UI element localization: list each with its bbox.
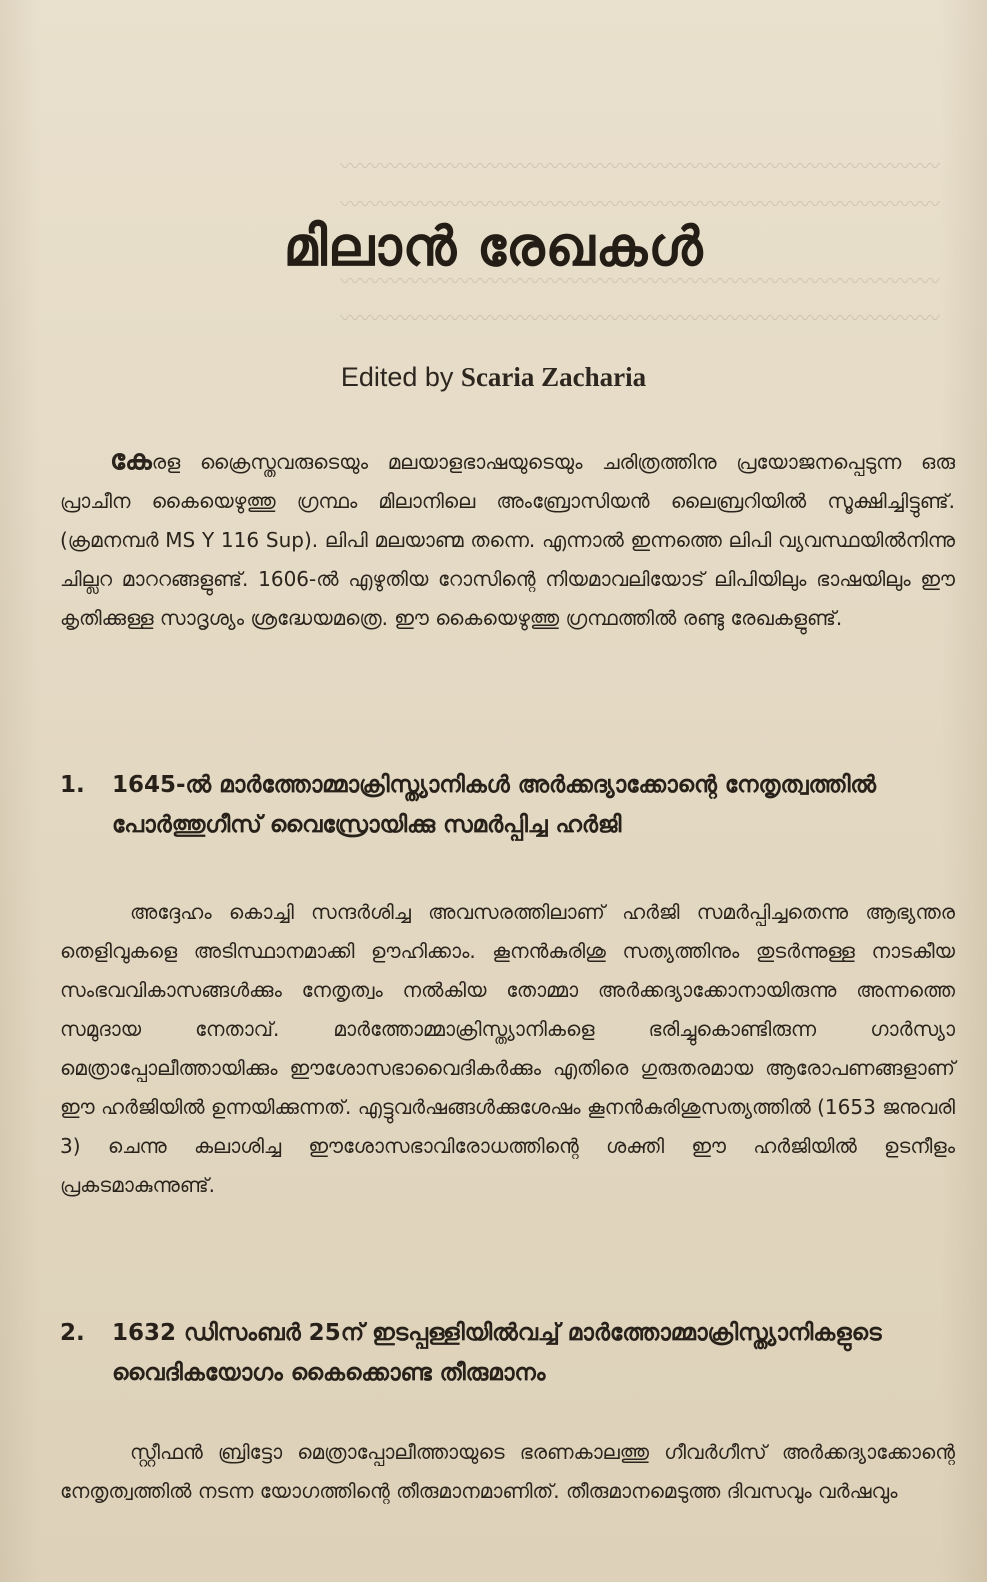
page-title: മിലാൻ രേഖകൾ: [283, 215, 704, 278]
section-paragraph-2: സ്റ്റീഫൻ ബ്രിട്ടോ മെത്രാപ്പോലീത്തായുടെ ഭരണകാലത്തു ഗീവർഗീസ് അർക്കദ്യാക്കോന്റെ നേതൃത്വത്തിൽ നടന്ന യോഗത്തിന്റെ തീരുമാനമാണിത്. തീരുമാനമെടുത്ത ദിവസവും വർഷവും: [60, 1440, 955, 1503]
section-heading-1: [60, 765, 955, 845]
show-through-texture: 〰〰〰〰〰〰〰〰〰〰〰〰〰〰〰〰〰〰〰〰〰〰〰〰〰〰〰〰〰〰: [340, 192, 940, 216]
editor-name: Scaria Zacharia: [460, 362, 647, 392]
section-heading-2: [60, 1313, 955, 1393]
drop-cap: കേ: [110, 443, 152, 476]
section-number-1: 1.: [60, 772, 85, 798]
section-heading-text-1: 1645-ൽ മാർത്തോമ്മാക്രിസ്ത്യാനികൾ അർക്കദ്യാക്കോന്റെ നേതൃത്വത്തിൽ പോർത്തുഗീസ് വൈസ്രോയിക്കു സമർപ്പിച്ച ഹർജി: [112, 772, 877, 838]
show-through-texture: 〰〰〰〰〰〰〰〰〰〰〰〰〰〰〰〰〰〰〰〰〰〰〰〰〰〰〰〰〰〰: [340, 306, 940, 330]
show-through-texture: 〰〰〰〰〰〰〰〰〰〰〰〰〰〰〰〰〰〰〰〰〰〰〰〰〰〰〰〰〰〰: [340, 154, 940, 178]
intro-paragraph: [60, 440, 955, 638]
editor-credit: [0, 362, 987, 393]
editor-prefix: Edited by: [340, 362, 461, 392]
intro-text: രള ക്രൈസ്തവരുടെയും മലയാളഭാഷയുടെയും ചരിത്രത്തിനു പ്രയോജനപ്പെടുന്ന ഒരു പ്രാചീന കൈയെഴുത്തു ഗ്രന്ഥം മിലാനിലെ അംബ്രോസിയൻ ലൈബ്രറിയിൽ സൂക്ഷിച്ചിട്ടുണ്ട്. (ക്രമനമ്പർ MS Y 116 Sup). ലിപി മലയാണ്മ തന്നെ. എന്നാൽ ഇന്നത്തെ ലിപി വ്യവസ്ഥയിൽനിന്നു ചില്ലറ മാററങ്ങളുണ്ട്. 1606-ൽ എഴുതിയ റോസിന്റെ നിയമാവലിയോട് ലിപിയിലും ഭാഷയിലും ഈ കൃതിക്കുള്ള സാദൃശ്യം ശ്രദ്ധേയമത്രെ. ഈ കൈയെഴുത്തു ഗ്രന്ഥത്തിൽ രണ്ടു രേഖകളുണ്ട്.: [60, 450, 955, 630]
show-through-texture: 〰〰〰〰〰〰〰〰〰〰〰〰〰〰〰〰〰〰〰〰〰〰〰〰〰〰〰〰〰〰: [340, 269, 940, 293]
section-number-2: 2.: [60, 1320, 85, 1346]
section-paragraph-1: അദ്ദേഹം കൊച്ചി സന്ദർശിച്ച അവസരത്തിലാണ് ഹർജി സമർപ്പിച്ചതെന്നു ആഭ്യന്തര തെളിവുകളെ അടിസ്ഥാനമാക്കി ഊഹിക്കാം. കൂനൻകുരിശു സത്യത്തിനും തുടർന്നുള്ള നാടകീയ സംഭവവികാസങ്ങൾക്കും നേതൃത്വം നൽകിയ തോമ്മാ അർക്കദ്യാക്കോനായിരുന്നു അന്നത്തെ സമുദായ നേതാവ്. മാർത്തോമ്മാക്രിസ്ത്യാനികളെ ഭരിച്ചുകൊണ്ടിരുന്ന ഗാർസ്യാ മെത്രാപ്പോലീത്തായിക്കും ഈശോസഭാവൈദികർക്കും എതിരെ ഗുരുതരമായ ആരോപണങ്ങളാണ് ഈ ഹർജിയിൽ ഉന്നയിക്കുന്നത്. എട്ടുവർഷങ്ങൾക്കുശേഷം കൂനൻകുരിശുസത്യത്തിൽ (1653 ജനുവരി 3) ചെന്നു കലാശിച്ച ഈശോസഭാവിരോധത്തിന്റെ ശക്തി ഈ ഹർജിയിൽ ഉടനീളം പ്രകടമാകുന്നുണ്ട്.: [60, 900, 955, 1197]
section-heading-text-2: 1632 ഡിസംബർ 25ന് ഇടപ്പള്ളിയിൽവച്ച് മാർത്തോമ്മാക്രിസ്ത്യാനികളുടെ വൈദികയോഗം കൈക്കൊണ്ട തീരുമാനം: [112, 1320, 882, 1386]
